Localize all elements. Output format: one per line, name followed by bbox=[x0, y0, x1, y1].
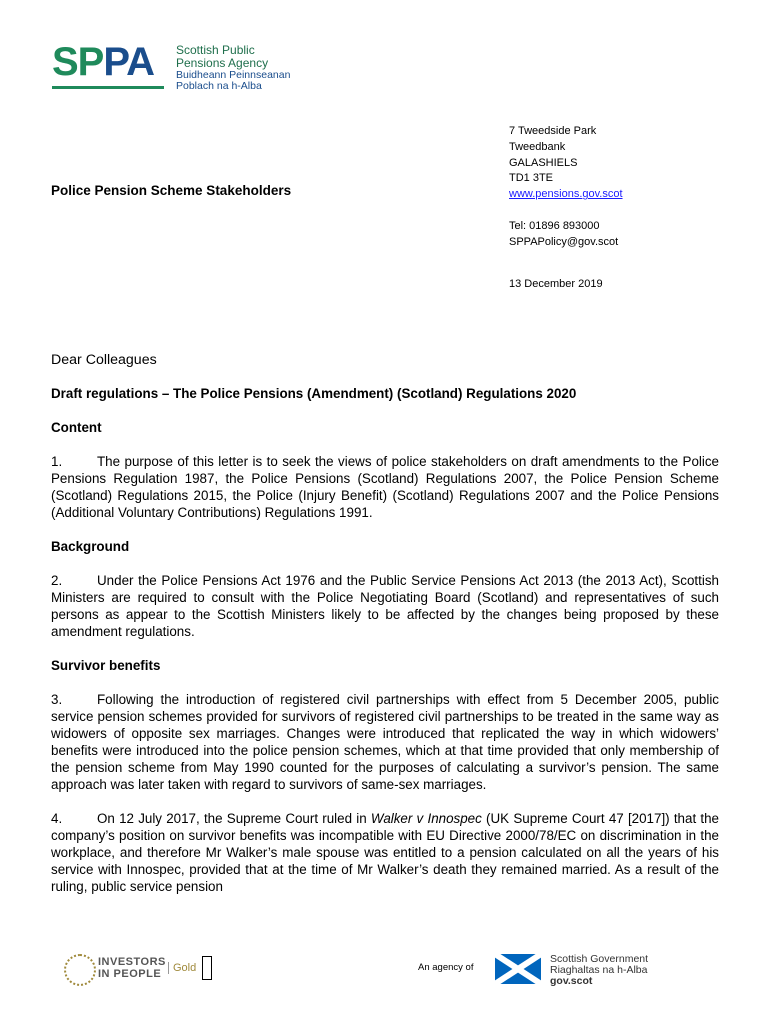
salutation: Dear Colleagues bbox=[51, 352, 157, 368]
sppa-logo-mark: SPPA bbox=[52, 40, 154, 84]
placeholder-box-icon bbox=[202, 956, 212, 980]
address-line4: TD1 3TE bbox=[509, 172, 554, 185]
letter-date: 13 December 2019 bbox=[509, 277, 603, 290]
paragraph-number: 4. bbox=[51, 811, 63, 826]
footer bbox=[0, 946, 770, 996]
website-link[interactable]: www.pensions.gov.scot bbox=[509, 188, 623, 201]
email: SPPAPolicy@gov.scot bbox=[509, 235, 619, 248]
agency-of-label: An agency of bbox=[418, 962, 474, 973]
laurel-icon bbox=[64, 954, 96, 986]
subject-heading: Draft regulations – The Police Pensions (Amendment) (Scotland) Regulations 2020 bbox=[51, 386, 577, 401]
sg-line3: gov.scot bbox=[550, 975, 593, 987]
address-line1: 7 Tweedside Park bbox=[509, 125, 597, 137]
address-line3: GALASHIELS bbox=[509, 156, 578, 169]
sender-address bbox=[509, 124, 623, 292]
survivor-benefits-heading: Survivor benefits bbox=[51, 658, 161, 673]
logo-english-line1: Scottish Public bbox=[176, 43, 255, 57]
addressee: Police Pension Scheme Stakeholders bbox=[51, 183, 292, 198]
sppa-logo bbox=[52, 42, 292, 94]
paragraph-number: 2. bbox=[51, 573, 63, 588]
paragraph-number: 3. bbox=[51, 692, 63, 707]
paragraph-number: 1. bbox=[51, 454, 63, 469]
paragraph-2: 2. Under the Police Pensions Act 1976 and the Public Service Pensions Act 2013 (the 2013 Act), Scottish Ministers are required to consult with the Police Negotiating Board (Scotland) and representatives of such persons as appear to the Scottish Ministers likely to be affected by the changes being proposed by these amendment regulations. bbox=[51, 573, 719, 639]
letter-body bbox=[51, 352, 719, 912]
address-line2: Tweedbank bbox=[509, 140, 566, 153]
iip-line2: IN PEOPLE bbox=[98, 968, 162, 980]
paragraph-3: 3. Following the introduction of registered civil partnerships with effect from 5 December 2005, public service pension schemes provided for survivors of registered civil partnerships to be treated in the same way as widowers of opposite sex marriages. Changes were introduced that replicated the way in which widowers’ benefits were introduced into the police pension schemes, which at that time provided that only membership of the pension scheme from May 1990 counted for the purposes of calculating a survivor’s pension. The same approach was later taken with regard to survivors of same-sex marriages. bbox=[51, 692, 719, 792]
case-name: Walker v Innospec bbox=[370, 811, 482, 826]
logo-rule bbox=[52, 86, 164, 89]
saltire-flag-icon bbox=[495, 954, 541, 984]
paragraph-1: 1. The purpose of this letter is to seek the views of police stakeholders on draft amendments to the Police Pensions Regulation 1987, the Police Pensions (Scotland) Regulations 2007, the Police Pension Scheme (Scotland) Regulations 2015, the Police (Injury Benefit) (Scotland) Regulations 2007 and the Police Pensions (Additional Voluntary Contributions) Regulations 1991. bbox=[51, 454, 719, 520]
sg-line2: Riaghaltas na h-Alba bbox=[550, 964, 648, 976]
logo-gaelic-line1: Buidheann Peinnseanan bbox=[176, 69, 291, 81]
scottish-government-logo bbox=[550, 954, 648, 987]
logo-text bbox=[176, 44, 290, 92]
background-heading: Background bbox=[51, 539, 130, 554]
sg-line1: Scottish Government bbox=[550, 953, 649, 965]
iip-line1: INVESTORS bbox=[98, 956, 166, 968]
paragraph-4: 4. On 12 July 2017, the Supreme Court ruled in Walker v Innospec (UK Supreme Court 47 [2017]) that the company’s position on survivor benefits was incompatible with EU Directive 2000/78/EC on discrimination in the workplace, and therefore Mr Walker’s male spouse was entitled to a pension calculated on all the years of his service with Innospec, provided that at the time of Mr Walker’s death they remained married. As a result of the ruling, public service pension bbox=[51, 811, 720, 894]
content-heading: Content bbox=[51, 420, 102, 435]
telephone: Tel: 01896 893000 bbox=[509, 219, 600, 232]
logo-gaelic-line2: Poblach na h-Alba bbox=[176, 80, 262, 92]
logo-english-line2: Pensions Agency bbox=[176, 56, 269, 70]
iip-gold: Gold bbox=[168, 962, 196, 974]
